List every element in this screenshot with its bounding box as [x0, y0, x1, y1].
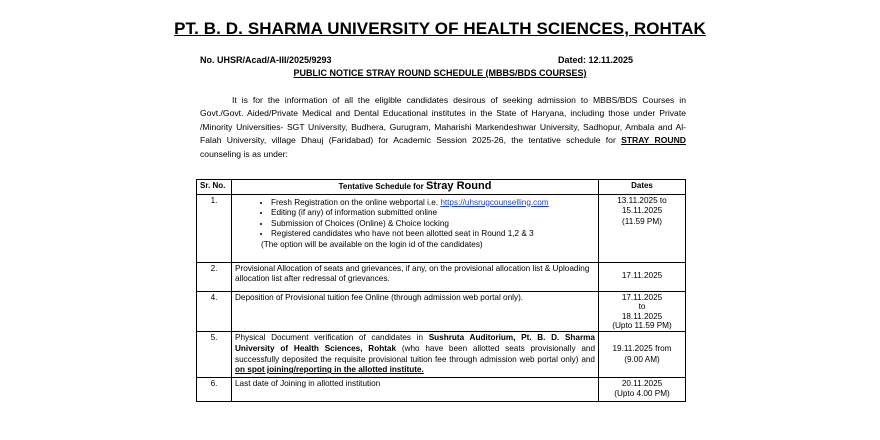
- table-header-row: [197, 180, 686, 195]
- table-row: [197, 262, 686, 291]
- venue-text: Sushruta Auditorium, Pt. B. D. Sharma University of Health Sciences, Rohtak: [235, 333, 595, 353]
- activity-text: (who have been allotted seats provisionally and successfully deposited the requisite provisional tuition fee through admission web portal only) and: [235, 343, 595, 364]
- date-line: 20.11.2025: [621, 378, 663, 388]
- list-item: [271, 198, 595, 209]
- row-sr: 1.: [197, 194, 232, 262]
- bullet-text: Fresh Registration on the online webportal i.e.: [271, 197, 441, 207]
- row-sr: 5.: [197, 332, 232, 377]
- notice-subject: PUBLIC NOTICE STRAY ROUND SCHEDULE (MBBS/BDS COURSES): [293, 68, 587, 78]
- row-dates: [599, 377, 686, 401]
- row-activity: [232, 332, 599, 377]
- row-activity: Deposition of Provisional tuition fee Online (through admission web portal only).: [232, 291, 599, 332]
- activity-text: Physical Document verification of candidates in: [235, 333, 429, 343]
- header-sr-no: Sr. No.: [197, 180, 232, 195]
- date-line: 18.11.2025: [621, 311, 663, 321]
- row-sr: 2.: [197, 262, 232, 291]
- header-schedule-emphasis: Stray Round: [426, 180, 492, 192]
- joining-text: on spot joining/reporting in the allotted institute.: [235, 365, 424, 375]
- row-dates: [599, 194, 686, 262]
- date-line: 13.11.2025 to: [617, 195, 667, 205]
- row-activity: [232, 194, 599, 262]
- list-item: • Editing (if any) of information submitted online: [271, 208, 595, 219]
- row-dates: [599, 291, 686, 332]
- header-schedule-prefix: Tentative Schedule for: [338, 182, 427, 191]
- row-note: (The option will be available on the login id of the candidates): [261, 239, 483, 249]
- notice-date: Dated: 12.11.2025: [558, 55, 634, 65]
- header-schedule: [232, 180, 599, 195]
- date-line: 15.11.2025: [621, 206, 663, 216]
- document-title: PT. B. D. SHARMA UNIVERSITY OF HEALTH SCIENCES, ROHTAK: [174, 19, 706, 38]
- date-line: 17.11.2025: [621, 292, 663, 302]
- table-row: [197, 194, 686, 262]
- date-line: (Upto 11.59 PM): [612, 320, 672, 330]
- list-item: • Registered candidates who have not been allotted seat in Round 1,2 & 3: [271, 229, 595, 240]
- row-activity: Provisional Allocation of seats and grievances, if any, on the provisional allocation list & Uploading allocation list after redressal of grievances.: [232, 262, 599, 291]
- intro-paragraph: [200, 94, 686, 161]
- row-sr: 4.: [197, 291, 232, 332]
- table-row: [197, 332, 686, 377]
- counselling-portal-link[interactable]: https://uhsrugcounselling.com: [440, 197, 549, 207]
- date-line: (11.59 PM): [622, 216, 662, 226]
- row-sr: 6.: [197, 377, 232, 401]
- intro-text-part1: It is for the information of all the eligible candidates desirous of seeking admission to MBBS/BDS Courses in Govt./Govt. Aided/Private Medical and Dental Educational institutes in the State of Haryana, including those under Private /Minority Universities- SGT University, Budhera, Gurugram, Maharishi Markendeshwar University, Sadhopur, Ambala and Al-Falah University, village Dhauj (Faridabad) for Academic Session 2025-26, the tentative schedule for: [200, 95, 686, 146]
- activity-bullet-list: [235, 198, 595, 240]
- list-item: • Submission of Choices (Online) & Choice locking: [271, 219, 595, 230]
- table-row: [197, 377, 686, 401]
- row-activity: Last date of Joining in allotted institution: [232, 377, 599, 401]
- intro-emphasis: STRAY ROUND: [621, 135, 686, 146]
- row-dates: 17.11.2025: [599, 262, 686, 291]
- row-dates: [599, 332, 686, 377]
- reference-number: No. UHSR/Acad/A-III/2025/9293: [200, 55, 332, 65]
- schedule-table: [196, 179, 686, 402]
- date-line: 19.11.2025 from: [612, 343, 672, 353]
- date-line: (9.00 AM): [624, 354, 660, 364]
- table-row: [197, 291, 686, 332]
- header-dates: Dates: [599, 180, 686, 195]
- intro-text-part2: counseling is as under:: [200, 148, 288, 159]
- date-line: (Upto 4.00 PM): [614, 389, 670, 399]
- date-line: to: [638, 302, 646, 312]
